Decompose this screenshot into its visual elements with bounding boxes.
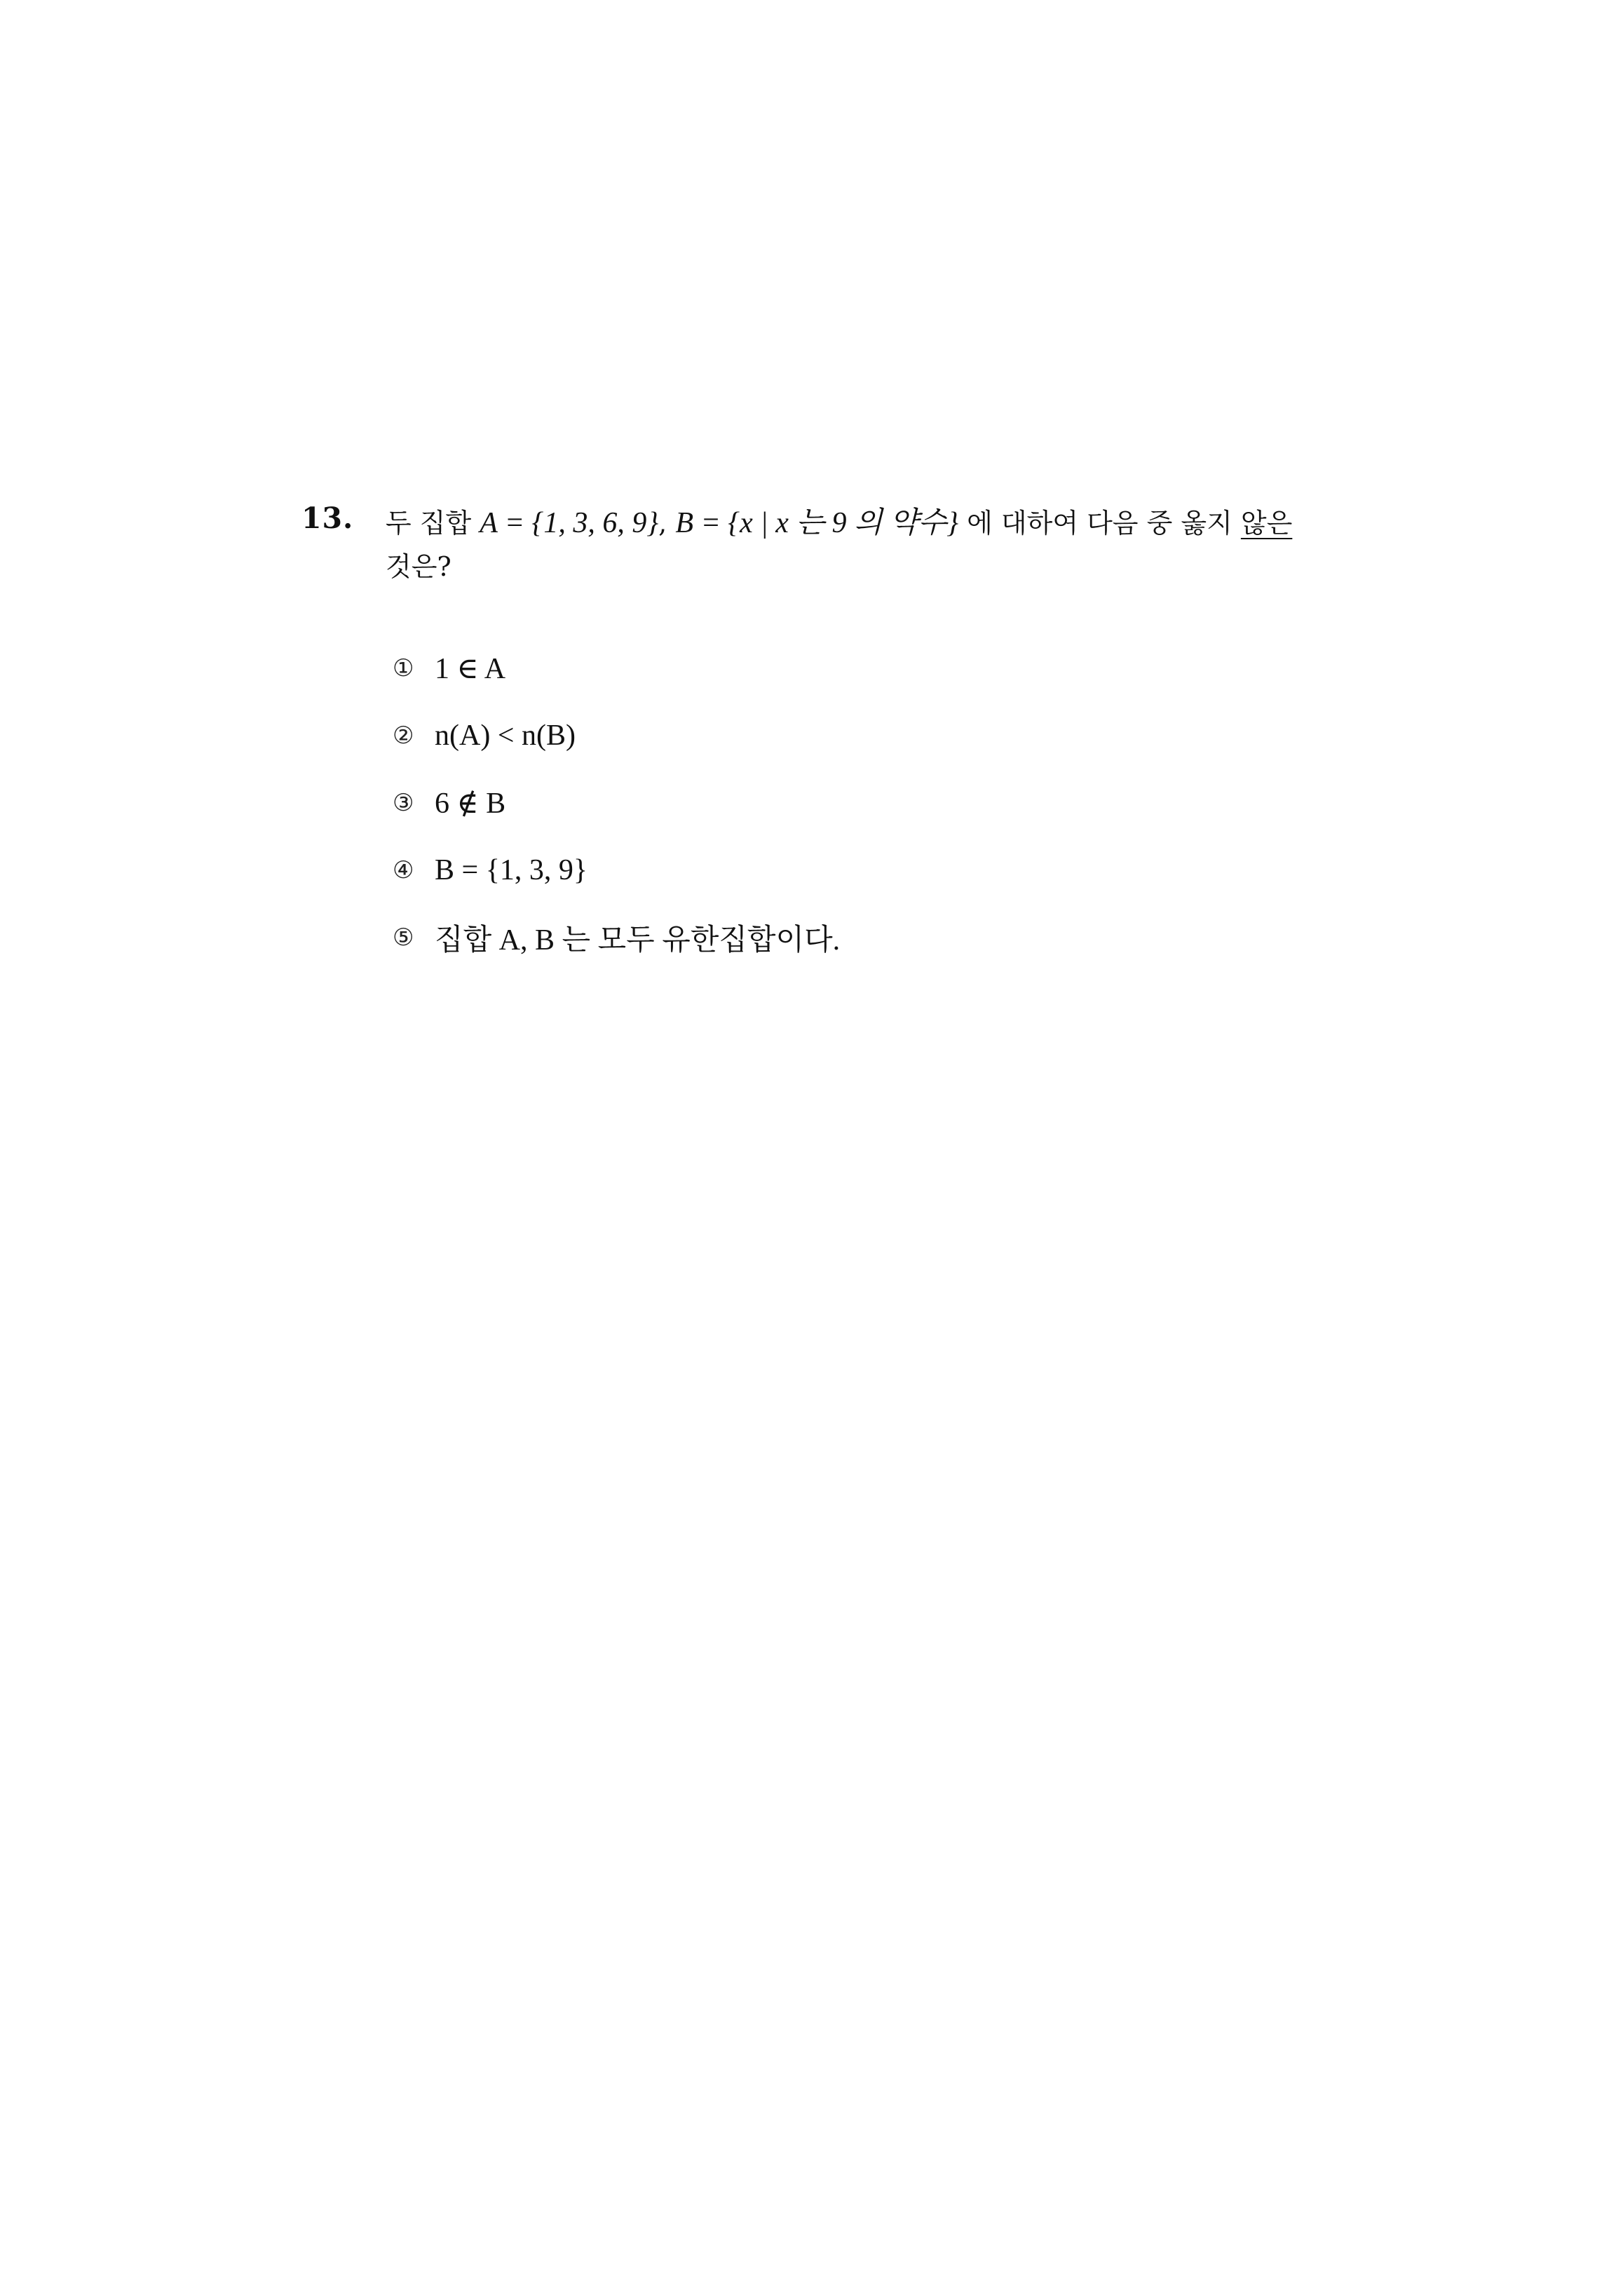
choice-marker: ④ xyxy=(393,856,414,884)
choice-content: 6 ∉ B xyxy=(435,788,506,820)
choice-marker: ① xyxy=(393,654,414,682)
set-a-definition: A = {1, 3, 6, 9} xyxy=(480,507,659,539)
choice-2[interactable] xyxy=(393,702,1094,769)
choice-content: 집합 A, B 는 모두 유한집합이다. xyxy=(435,924,841,957)
choice-1[interactable] xyxy=(393,635,1094,702)
choice-3[interactable] xyxy=(393,769,1094,837)
stem-prefix: 두 집합 xyxy=(386,508,480,539)
choice-content: n(A) < n(B) xyxy=(435,720,576,752)
choice-marker: ③ xyxy=(393,789,414,817)
choice-5[interactable] xyxy=(393,904,1094,971)
choice-marker: ⑤ xyxy=(393,924,414,952)
choice-content: B = {1, 3, 9} xyxy=(435,854,588,886)
choice-marker: ② xyxy=(393,722,414,750)
question-stem xyxy=(386,501,1325,588)
stem-separator: , xyxy=(658,508,676,539)
stem-suffix: 에 대하여 다음 중 옳지 xyxy=(958,508,1241,539)
choice-4[interactable] xyxy=(393,837,1094,904)
question-stem-line-1 xyxy=(386,501,1325,545)
choice-content: 1 ∈ A xyxy=(435,653,506,685)
underlined-negation: 않은 xyxy=(1240,508,1293,539)
question-number: 13. xyxy=(301,501,354,535)
set-b-definition: B = {x | x 는 9 의 약수} xyxy=(675,507,959,539)
question-stem-line-2: 것은? xyxy=(386,551,451,582)
answer-choices xyxy=(393,635,1094,971)
